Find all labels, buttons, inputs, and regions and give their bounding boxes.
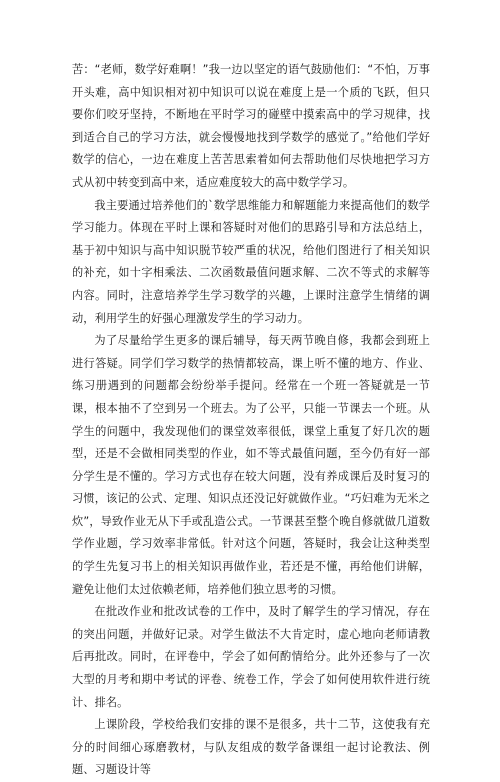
- paragraph-evening-tutoring: 为了尽量给学生更多的课后辅导，每天两节晚自修，我都会到班上进行答疑。同学们学习数学的热情都较高，课上听不懂的地方、作业、练习册遇到的问题都会纷纷举手提问。经常在一个班一答疑就是一节课，根本抽不了空到另一个班去。为了公平，只能一节课去一个班。从学生的问题中，我发现他们的课堂效率很低，课堂上重复了好几次的题型，还是不会做相同类型的作业，如不等式最值问题，至今仍有好一部分学生是不懂的。学习方式也存在较大问题，没有养成课后及时复习的习惯，该记的公式、定理、知识点还没记好就做作业。“巧妇难为无米之炊”，导致作业无从下手或乱造公式。一节课甚至整个晚自修就做几道数学作业题，学习效率非常低。针对这个问题，答疑时，我会让这种类型的学生先复习书上的相关知识再做作业，若还是不懂，再给他们讲解，避免让他们太过依赖老师，培养他们独立思考的习惯。: [72, 334, 430, 596]
- paragraph-lesson-stage: 上课阶段，学校给我们安排的课不是很多，共十二节，这使我有充分的时间细心琢磨教材，与队友组成的数学备课组一起讨论教法、例题、习题设计等: [72, 718, 430, 777]
- paragraph-grading-work: 在批改作业和批改试卷的工作中，及时了解学生的学习情况，存在的突出问题，并做好记录。对学生做法不大肯定时，虚心地向老师请教后再批改。同时，在评卷中，学会了如何酌情给分。此外还参与了一次大型的月考和期中考试的评卷、统卷工作，学会了如何使用软件进行统计、排名。: [72, 605, 430, 709]
- paragraph-thinking-ability: 我主要通过培养他们的`数学思维能力和解题能力来提高他们的数学学习能力。体现在平时上课和答疑时对他们的思路引导和方法总结上，基于初中知识与高中知识脱节较严重的状况，给他们图进行了相关知识的补充，如十字相乘法、二次函数最值问题求解、二次不等式的求解等内容。同时，注意培养学生学习数学的兴趣，上课时注意学生情绪的调动，利用学生的好强心理激发学生的学习动力。: [72, 198, 430, 325]
- document-body: [72, 59, 430, 782]
- paragraph-continuation: 苦：“老师，数学好难啊！”我一边以坚定的语气鼓励他们：“不怕，万事开头难，高中知识相对初中知识可以说在难度上是一个质的飞跃，但只要你们咬牙坚持，不断地在平时学习的碰壁中摸索高中的学习规律，找到适合自己的学习方法，就会慢慢地找到学数学的感觉了。”给他们学好数学的信心，一边在难度上苦苦思索着如何去帮助他们尽快地把学习方式从初中转变到高中来，适应难度较大的高中数学学习。: [72, 63, 430, 189]
